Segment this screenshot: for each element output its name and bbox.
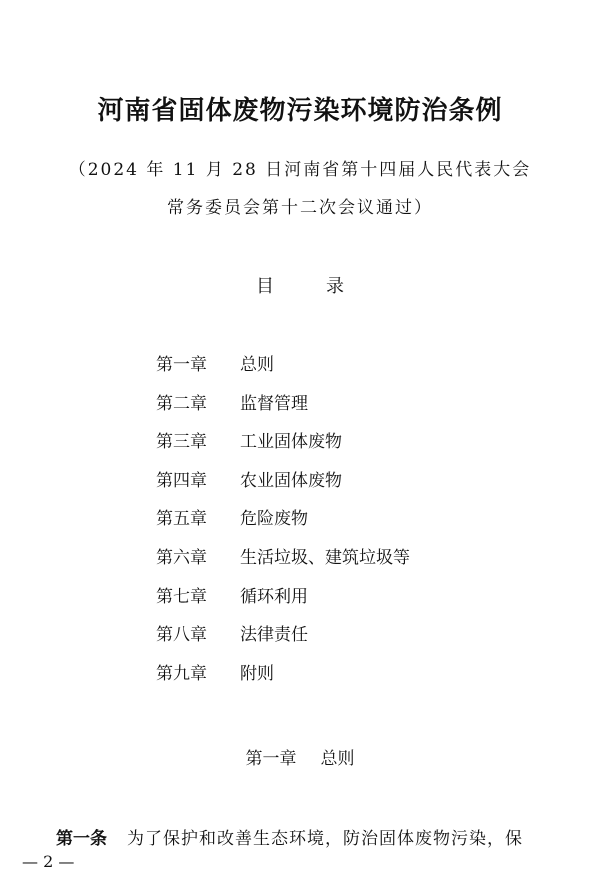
- toc-chapter-number: 第二章: [156, 393, 207, 414]
- toc-chapter-name: 附则: [240, 663, 274, 684]
- toc-chapter-name: 法律责任: [240, 625, 308, 646]
- chapter-heading-number: 第一章: [245, 749, 297, 769]
- article-text: 为了保护和改善生态环境，防治固体废物污染，保: [127, 829, 523, 849]
- adoption-note-line-2: 常务委员会第十二次会议通过）: [167, 198, 433, 218]
- toc-chapter-number: 第四章: [156, 470, 207, 491]
- toc-chapter-number: 第三章: [156, 432, 207, 453]
- adoption-note-line-1: （2024 年 11 月 28 日河南省第十四届人民代表大会: [68, 160, 532, 180]
- page-number: — 2 —: [22, 852, 75, 871]
- toc-chapter-name: 循环利用: [240, 586, 308, 607]
- chapter-heading: [0, 744, 600, 769]
- toc-item: [156, 622, 410, 661]
- toc-chapter-name: 农业固体废物: [240, 470, 342, 491]
- toc-item: [156, 391, 410, 430]
- toc-item: [156, 584, 410, 623]
- table-of-contents: [156, 352, 410, 699]
- article-label: 第一条: [56, 829, 107, 849]
- chapter-heading-name: 总则: [320, 749, 355, 769]
- toc-chapter-name: 危险废物: [240, 509, 308, 530]
- toc-item: [156, 468, 410, 507]
- toc-item: [156, 661, 410, 700]
- toc-item: [156, 352, 410, 391]
- toc-heading-right: 录: [326, 276, 344, 297]
- toc-chapter-number: 第五章: [156, 509, 207, 530]
- toc-chapter-name: 工业固体废物: [240, 432, 342, 453]
- toc-item: [156, 429, 410, 468]
- toc-chapter-number: 第八章: [156, 625, 207, 646]
- toc-chapter-name: 总则: [240, 355, 274, 375]
- toc-item: [156, 545, 410, 584]
- document-title: 河南省固体废物污染环境防治条例: [97, 96, 503, 126]
- toc-chapter-name: 监督管理: [240, 393, 308, 414]
- article-paragraph: [56, 824, 523, 849]
- toc-chapter-number: 第一章: [156, 355, 207, 375]
- toc-item: [156, 506, 410, 545]
- toc-chapter-number: 第七章: [156, 586, 207, 607]
- toc-heading-left: 目: [256, 276, 274, 297]
- toc-chapter-number: 第九章: [156, 663, 207, 684]
- toc-chapter-number: 第六章: [156, 547, 207, 568]
- toc-chapter-name: 生活垃圾、建筑垃圾等: [240, 547, 410, 568]
- toc-heading: [0, 272, 600, 298]
